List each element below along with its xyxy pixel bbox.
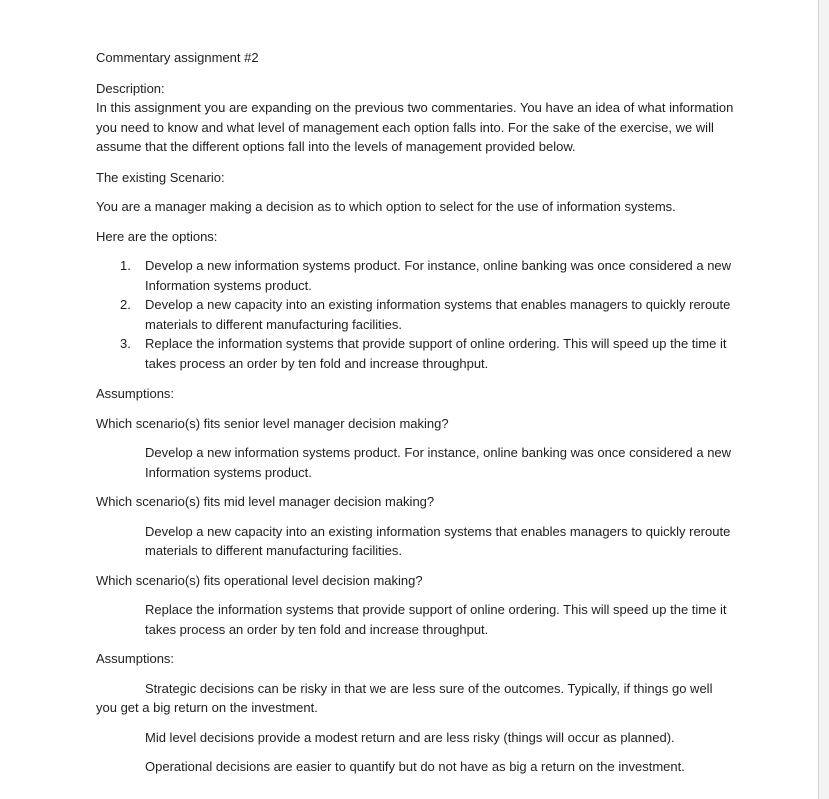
list-item — [96, 295, 736, 334]
assumption-strategic: Strategic decisions can be risky in that we are less sure of the outcomes. Typically, if things go well you get a big return on the investment. — [96, 680, 713, 715]
description-label: Description: — [96, 80, 165, 96]
list-number: 1. — [120, 258, 131, 273]
document-title: Commentary assignment #2 — [96, 50, 259, 65]
scenario-label: The existing Scenario: — [96, 169, 225, 185]
assumption-operational: Operational decisions are easier to quantify but do not have as big a return on the investment. — [145, 759, 685, 774]
options-label: Here are the options: — [96, 228, 218, 244]
answer-operational: Replace the information systems that provide support of online ordering. This will speed up the time it takes process an order by ten fold and increase throughput. — [145, 602, 727, 637]
document-body — [96, 48, 736, 787]
assumptions-label: Assumptions: — [96, 386, 175, 401]
options-list — [96, 256, 736, 373]
question-operational: Which scenario(s) fits operational level decision making? — [96, 572, 423, 588]
list-item-text: Replace the information systems that provide support of online ordering. This will speed up the time it takes process an order by ten fold and increase throughput. — [145, 336, 727, 371]
description-text: In this assignment you are expanding on the previous two commentaries. You have an idea of what information you need to know and what level of management each option falls into. For the sake of the exercise, we will assume that the different options fall into the levels of management provided below. — [96, 100, 734, 154]
list-item-text: Develop a new information systems product. For instance, online banking was once considered a new Information systems product. — [145, 258, 732, 293]
list-item-text: Develop a new capacity into an existing information systems that enables managers to quickly reroute materials to different manufacturing facilities. — [145, 297, 731, 332]
question-mid: Which scenario(s) fits mid level manager decision making? — [96, 494, 435, 509]
scenario-text: You are a manager making a decision as to which option to select for the use of information systems. — [96, 199, 676, 214]
list-item — [96, 256, 736, 295]
list-number: 2. — [120, 297, 131, 312]
assumption-mid: Mid level decisions provide a modest return and are less risky (things will occur as planned). — [145, 729, 675, 745]
question-senior: Which scenario(s) fits senior level manager decision making? — [96, 415, 449, 431]
list-number: 3. — [120, 336, 131, 351]
answer-mid: Develop a new capacity into an existing information systems that enables managers to quickly reroute materials to different manufacturing facilities. — [145, 523, 731, 558]
answer-senior: Develop a new information systems product. For instance, online banking was once considered a new Information systems product. — [145, 445, 732, 480]
page-edge — [818, 0, 829, 799]
list-item — [96, 334, 736, 373]
assumptions-label-2: Assumptions: — [96, 651, 175, 666]
